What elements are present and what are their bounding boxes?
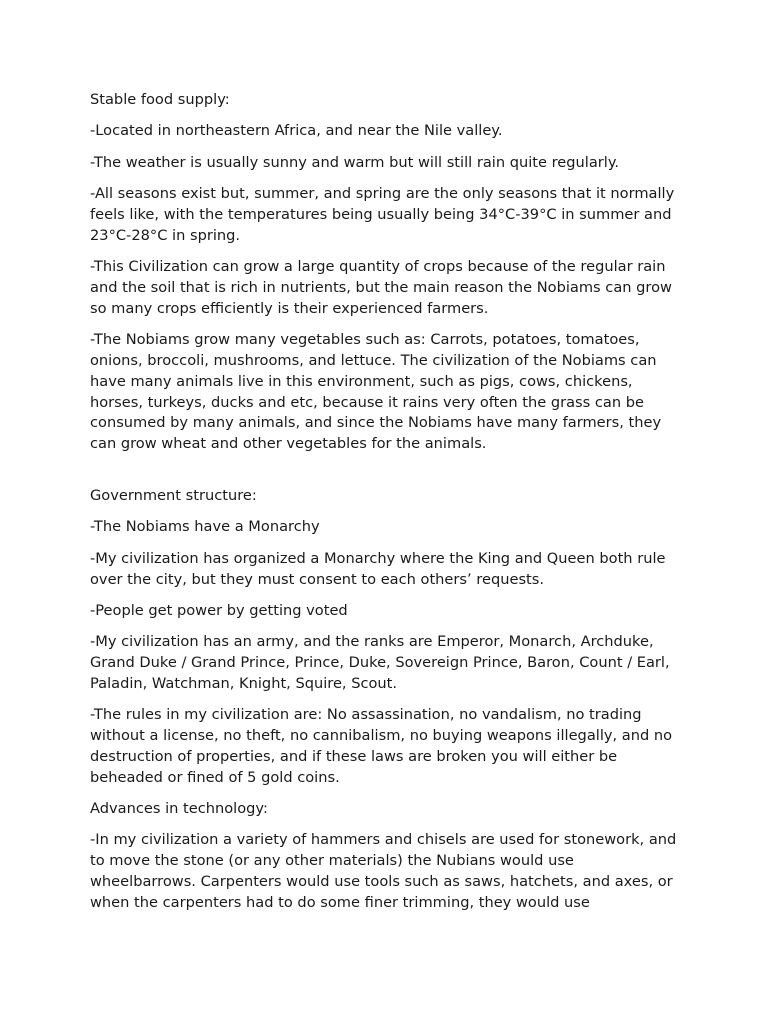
paragraph-army-ranks: -My civilization has an army, and the ranks are Emperor, Monarch, Archduke, Grand Duke / Grand Prince, Prince, Duke, Sovereign Prince, Baron, Count / Earl, Paladin, Watchman, Knight, Squire, Scout. <box>90 633 670 692</box>
paragraph-vegetables-animals: -The Nobiams grow many vegetables such as: Carrots, potatoes, tomatoes, onions, broccoli, mushrooms, and lettuce. The civilization of the Nobiams can have many animals live in this environment, such as pigs, cows, chickens, horses, turkeys, ducks and etc, because it rains very often the grass can be consumed by many animals, and since the Nobiams have many farmers, they can grow wheat and other vegetables for the animals. <box>90 331 662 453</box>
paragraph-weather: -The weather is usually sunny and warm but will still rain quite regularly. <box>90 153 620 171</box>
paragraph-tools: -In my civilization a variety of hammers and chisels are used for stonework, and to move the stone (or any other materials) the Nubians would use wheelbarrows. Carpenters would use tools such as saws, hatchets, and axes, or when the carpenters had to do some finer trimming, they would use <box>90 831 677 911</box>
heading-stable-food-supply: Stable food supply: <box>90 91 230 108</box>
paragraph-seasons: -All seasons exist but, summer, and spring are the only seasons that it normally feels like, with the temperatures being usually being 34°C-39°C in summer and 23°C-28°C in spring. <box>90 185 675 244</box>
heading-government-structure: Government structure: <box>90 486 257 504</box>
paragraph-voting: -People get power by getting voted <box>90 601 348 619</box>
paragraph-rules: -The rules in my civilization are: No assassination, no vandalism, no trading without a license, no theft, no cannibalism, no buying weapons illegally, and no destruction of properties, and if these laws are broken you will either be beheaded or fined of 5 gold coins. <box>90 706 673 786</box>
paragraph-monarchy: -The Nobiams have a Monarchy <box>90 518 320 536</box>
heading-advances-in-technology: Advances in technology: <box>90 800 268 818</box>
paragraph-location: -Located in northeastern Africa, and near the Nile valley. <box>90 122 503 140</box>
paragraph-crops: -This Civilization can grow a large quantity of crops because of the regular rain and the soil that is rich in nutrients, but the main reason the Nobiams can grow so many crops efficiently is their experienced farmers. <box>90 258 672 317</box>
document-page <box>90 90 678 924</box>
paragraph-king-queen: -My civilization has organized a Monarchy where the King and Queen both rule over the city, but they must consent to each others’ requests. <box>90 549 666 588</box>
